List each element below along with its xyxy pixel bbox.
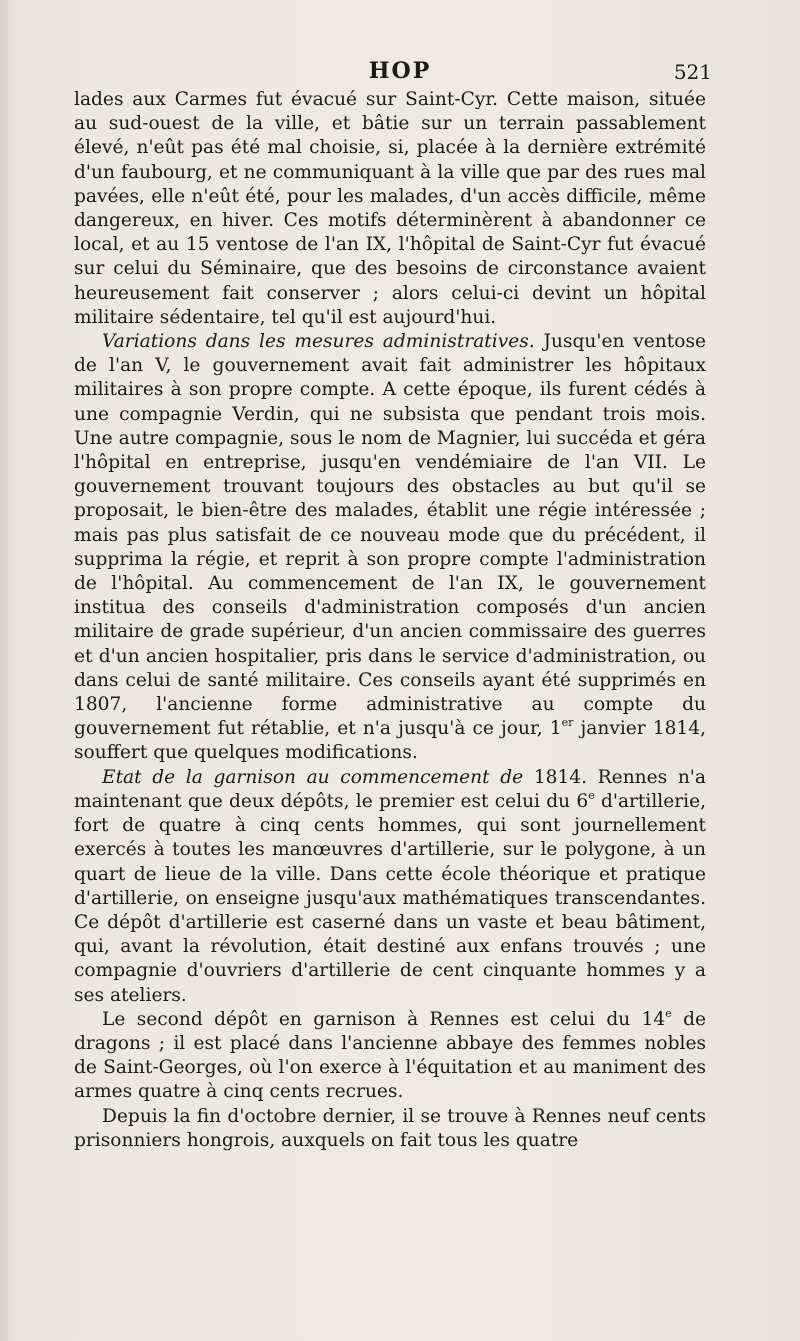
paragraph-text: Le second dépôt en garnison à Rennes est celui du 14	[102, 1008, 666, 1030]
paragraph-second-depot	[74, 1008, 706, 1105]
paragraph-prisoners	[74, 1105, 706, 1153]
paragraph-text: lades aux Carmes fut évacué sur Saint-Cyr. Cette maison, située au sud-ouest de la ville, et bâtie sur un terrain passablement élevé, n'eût pas été mal choisie, si, placée à la dernière extrémité d'un faubourg, et ne communiquant à la ville que par des rues mal pavées, elle n'eût été, pour les malades, d'un accès difficile, même dangereux, en hiver. Ces motifs déterminèrent à abandonner ce local, et au 15 ventose de l'an IX, l'hôpital de Saint-Cyr fut évacué sur celui du Séminaire, que des besoins de circonstance avaient heureusement fait conserver ; alors celui-ci devint un hôpital militaire sédentaire, tel qu'il est aujourd'hui.	[74, 89, 706, 328]
superscript: e	[665, 1006, 672, 1020]
page-header	[0, 54, 800, 90]
superscript: er	[561, 716, 574, 730]
paragraph-text-tail: janvier 1814, souffert que quelques modifications.	[74, 718, 706, 764]
superscript: e	[588, 788, 595, 802]
section-heading-garrison: Etat de la garnison au commencement de	[102, 766, 524, 788]
paragraph-text: 1814. Rennes n'a maintenant que deux dépôts, le premier est celui du 6	[74, 766, 706, 812]
page-number: 521	[673, 60, 712, 84]
paragraph-text-tail: de dragons ; il est placé dans l'ancienne abbaye des femmes nobles de Saint-Georges, où l'on exerce à l'équitation et au maniment des armes quatre à cinq cents recrues.	[74, 1008, 706, 1103]
paragraph-garrison	[74, 766, 706, 1008]
paragraph-administrative-variations	[74, 330, 706, 766]
paragraph-text-tail: d'artillerie, fort de quatre à cinq cents hommes, qui sont journellement exercés à toutes les manœuvres d'artillerie, sur le polygone, à un quart de lieue de la ville. Dans cette école théorique et pratique d'artillerie, on enseigne jusqu'aux mathématiques transcendantes. Ce dépôt d'artillerie est caserné dans un vaste et beau bâtiment, qui, avant la révolution, était destiné aux enfans trouvés ; une compagnie d'ouvriers d'artillerie de cent cinquante hommes y a ses ateliers.	[74, 790, 706, 1006]
body-text	[74, 88, 706, 1153]
day-number: 1	[549, 718, 562, 740]
running-head: HOP	[368, 58, 432, 84]
paragraph-1	[74, 88, 706, 330]
paragraph-text: Jusqu'en ventose de l'an V, le gouvernement avait fait administrer les hôpitaux militaires à son propre compte. A cette époque, ils furent cédés à une compagnie Verdin, qui ne subsista que pendant trois mois. Une autre compagnie, sous le nom de Magnier, lui succéda et géra l'hôpital en entreprise, jusqu'en vendémiaire de l'an VII. Le gouvernement trouvant toujours des obstacles au but qu'il se proposait, le bien-être des malades, établit une régie intéressée ; mais pas plus satisfait de ce nouveau mode que du précédent, il supprima la régie, et reprit à son propre compte l'administration de l'hôpital. Au commencement de l'an IX, le gouvernement institua des conseils d'administration composés d'un ancien militaire de grade supérieur, d'un ancien commissaire des guerres et d'un ancien hospitalier, pris dans le service d'administration, ou dans celui de santé militaire. Ces conseils ayant été supprimés en 1807, l'ancienne forme administrative au compte du gouvernement fut rétablie, et n'a jusqu'à ce jour,	[74, 331, 706, 740]
section-heading-variations: Variations dans les mesures administratives.	[102, 331, 535, 353]
paragraph-text: Depuis la fin d'octobre dernier, il se trouve à Rennes neuf cents prisonniers hongrois, auxquels on fait tous les quatre	[74, 1105, 706, 1151]
